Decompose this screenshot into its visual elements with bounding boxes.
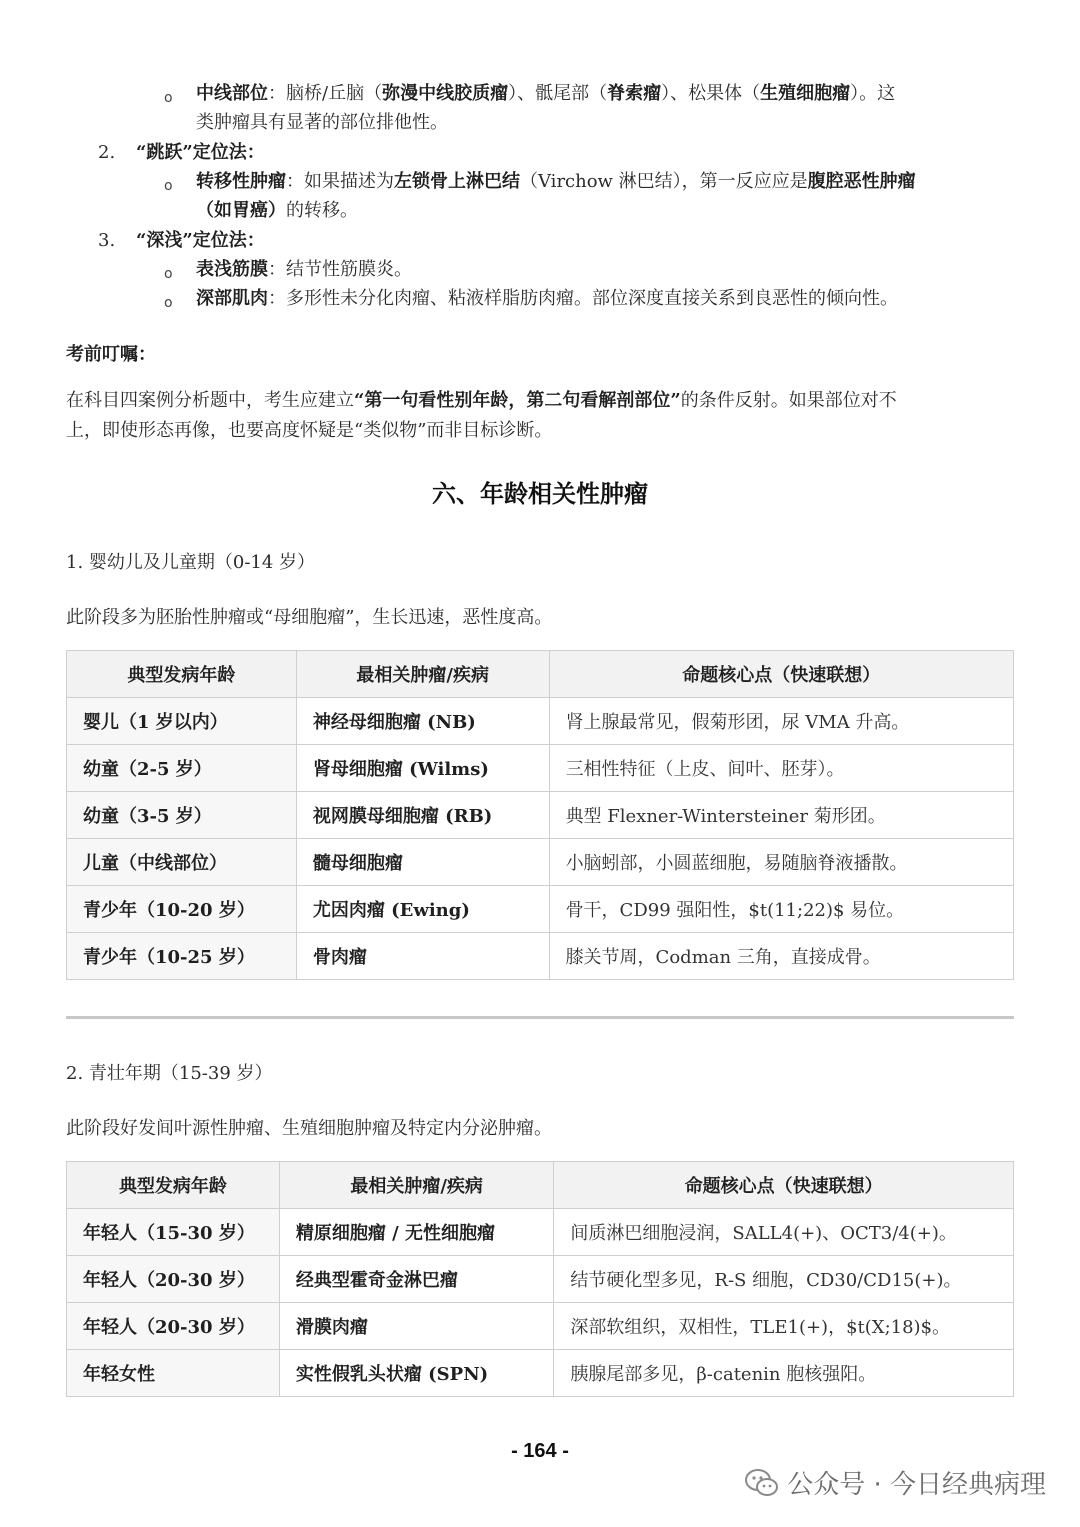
table-row: 年轻人（20-30 岁） 经典型霍奇金淋巴瘤 结节硬化型多见，R-S 细胞，CD30/CD15(+)。	[67, 1256, 1014, 1303]
table-row: 年轻女性 实性假乳头状瘤 (SPN) 胰腺尾部多见，β-catenin 胞核强阳。	[67, 1350, 1014, 1397]
header-tumor: 最相关肿瘤/疾病	[279, 1162, 554, 1209]
header-keypoint: 命题核心点（快速联想）	[549, 651, 1013, 698]
page-number: - 164 -	[511, 1440, 569, 1462]
jump-item-line2: （如胃癌）的转移。	[196, 200, 358, 221]
table-infant-child	[66, 650, 1014, 980]
bullet-icon: o	[164, 266, 173, 282]
depth-title: “深浅”定位法：	[136, 230, 265, 251]
group2-title: 2. 青壮年期（15-39 岁）	[66, 1063, 273, 1084]
header-tumor: 最相关肿瘤/疾病	[296, 651, 549, 698]
group1-title: 1. 婴幼儿及儿童期（0-14 岁）	[66, 552, 316, 573]
reminder-line2: 上，即使形态再像，也要高度怀疑是“类似物”而非目标诊断。	[66, 420, 553, 441]
header-keypoint: 命题核心点（快速联想）	[554, 1162, 1014, 1209]
section-heading: 六、年龄相关性肿瘤	[432, 479, 648, 508]
depth-item-1: 表浅筋膜：结节性筋膜炎。	[196, 259, 412, 280]
table-row: 儿童（中线部位） 髓母细胞瘤 小脑蚓部，小圆蓝细胞，易随脑脊液播散。	[67, 839, 1014, 886]
reminder-line1: 在科目四案例分析题中，考生应建立“第一句看性别年龄，第二句看解剖部位”的条件反射。如果部位对不	[66, 390, 897, 411]
table-row: 青少年（10-25 岁） 骨肉瘤 膝关节周，Codman 三角，直接成骨。	[67, 933, 1014, 980]
table-row: 幼童（2-5 岁） 肾母细胞瘤 (Wilms) 三相性特征（上皮、间叶、胚芽）。	[67, 745, 1014, 792]
table-header-row	[67, 1162, 1014, 1209]
table-row: 婴儿（1 岁以内） 神经母细胞瘤 (NB) 肾上腺最常见，假菊形团，尿 VMA 升高。	[67, 698, 1014, 745]
section-divider	[66, 1016, 1014, 1019]
wechat-icon	[745, 1468, 779, 1498]
header-age: 典型发病年龄	[67, 651, 297, 698]
group1-desc: 此阶段多为胚胎性肿瘤或“母细胞瘤”，生长迅速，恶性度高。	[66, 607, 553, 628]
midline-label: 中线部位	[196, 83, 268, 104]
midline-item-line2: 类肿瘤具有显著的部位排他性。	[196, 112, 448, 133]
bullet-icon: o	[164, 178, 173, 194]
table-row: 年轻人（15-30 岁） 精原细胞瘤 / 无性细胞瘤 间质淋巴细胞浸润，SALL4(+)、OCT3/4(+)。	[67, 1209, 1014, 1256]
group2-desc: 此阶段好发间叶源性肿瘤、生殖细胞肿瘤及特定内分泌肿瘤。	[66, 1118, 552, 1139]
table-row: 年轻人（20-30 岁） 滑膜肉瘤 深部软组织，双相性，TLE1(+)，$t(X;18)$。	[67, 1303, 1014, 1350]
bullet-icon: o	[164, 90, 173, 106]
bullet-icon: o	[164, 295, 173, 311]
table-row: 幼童（3-5 岁） 视网膜母细胞瘤 (RB) 典型 Flexner-Wintersteiner 菊形团。	[67, 792, 1014, 839]
jump-title: “跳跃”定位法：	[136, 142, 265, 163]
midline-item: 中线部位：脑桥/丘脑（弥漫中线胶质瘤）、骶尾部（脊索瘤）、松果体（生殖细胞瘤）。这	[196, 83, 896, 104]
table-young-adult	[66, 1161, 1014, 1397]
table-header-row	[67, 651, 1014, 698]
table-row: 青少年（10-20 岁） 尤因肉瘤 (Ewing) 骨干，CD99 强阳性，$t(11;22)$ 易位。	[67, 886, 1014, 933]
depth-item-2: 深部肌肉：多形性未分化肉瘤、粘液样脂肪肉瘤。部位深度直接关系到良恶性的倾向性。	[196, 288, 898, 309]
jump-item: 转移性肿瘤：如果描述为左锁骨上淋巴结（Virchow 淋巴结），第一反应应是腹腔恶性肿瘤	[196, 171, 916, 192]
jump-number: 2.	[98, 142, 116, 163]
header-age: 典型发病年龄	[67, 1162, 280, 1209]
watermark-text: 公众号 · 今日经典病理	[787, 1470, 1046, 1500]
depth-number: 3.	[98, 230, 116, 251]
watermark	[745, 1464, 1046, 1501]
reminder-title: 考前叮嘱：	[66, 344, 156, 365]
